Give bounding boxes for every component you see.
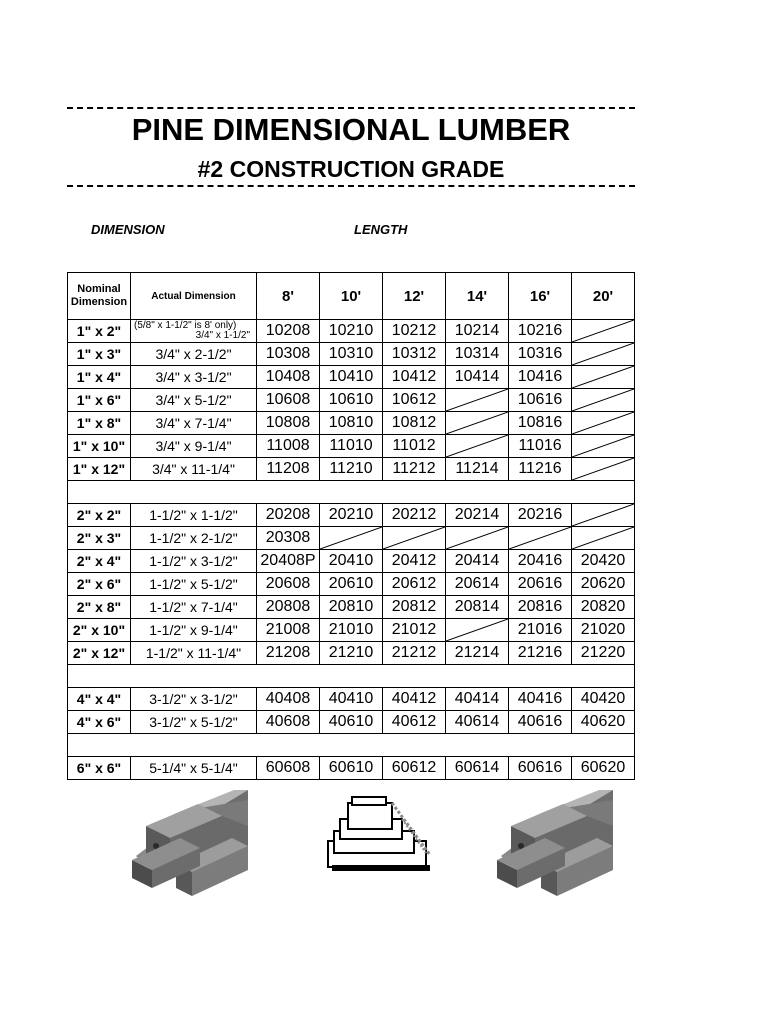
length-header-8: 8' xyxy=(257,273,320,320)
unavailable-cell xyxy=(572,366,635,389)
item-code-cell: 60608 xyxy=(257,757,320,780)
actual-dimension-cell: 1-1/2" x 3-1/2" xyxy=(131,550,257,573)
item-code-cell: 11016 xyxy=(509,435,572,458)
item-code-cell: 40420 xyxy=(572,688,635,711)
item-code-cell: 60616 xyxy=(509,757,572,780)
top-dashed-rule xyxy=(67,107,635,109)
item-code-cell: 20610 xyxy=(320,573,383,596)
item-code-cell: 40614 xyxy=(446,711,509,734)
item-code-cell: 60620 xyxy=(572,757,635,780)
item-code-cell: 21214 xyxy=(446,642,509,665)
item-code-cell: 20814 xyxy=(446,596,509,619)
item-code-cell: 10408 xyxy=(257,366,320,389)
item-code-cell: 40616 xyxy=(509,711,572,734)
length-header-16: 16' xyxy=(509,273,572,320)
item-code-cell: 10414 xyxy=(446,366,509,389)
item-code-cell: 10608 xyxy=(257,389,320,412)
lumber-stack-icon xyxy=(495,790,615,896)
item-code-cell: 10314 xyxy=(446,343,509,366)
item-code-cell: 11212 xyxy=(383,458,446,481)
item-code-cell: 10610 xyxy=(320,389,383,412)
item-code-cell: 20812 xyxy=(383,596,446,619)
diagonal-slash-icon xyxy=(446,619,508,641)
page-subtitle: #2 CONSTRUCTION GRADE xyxy=(197,156,505,182)
spacer-cell xyxy=(68,665,635,688)
table-row xyxy=(68,435,635,458)
unavailable-cell xyxy=(446,412,509,435)
group-spacer-row xyxy=(68,734,635,757)
lumber-stack-icon xyxy=(130,790,250,896)
nominal-dimension-cell: 1" x 6" xyxy=(68,389,131,412)
actual-dimension-header: Actual Dimension xyxy=(131,273,257,320)
diagonal-slash-icon xyxy=(572,458,634,480)
actual-dimension-cell: 3/4" x 7-1/4" xyxy=(131,412,257,435)
item-code-cell: 21208 xyxy=(257,642,320,665)
item-code-cell: 10808 xyxy=(257,412,320,435)
length-header-20: 20' xyxy=(572,273,635,320)
item-code-cell: 10416 xyxy=(509,366,572,389)
item-code-cell: 20210 xyxy=(320,504,383,527)
table-row xyxy=(68,320,635,343)
nominal-dimension-cell: 4" x 6" xyxy=(68,711,131,734)
actual-dimension-cell: 3/4" x 11-1/4" xyxy=(131,458,257,481)
table-row xyxy=(68,389,635,412)
unavailable-cell xyxy=(446,389,509,412)
item-code-cell: 20216 xyxy=(509,504,572,527)
table-row xyxy=(68,366,635,389)
item-code-cell: 40414 xyxy=(446,688,509,711)
length-label: LENGTH xyxy=(354,222,408,237)
nominal-dimension-cell: 1" x 4" xyxy=(68,366,131,389)
spacer-cell xyxy=(68,481,635,504)
nominal-header-line2: Dimension xyxy=(70,296,128,308)
item-code-cell: 10810 xyxy=(320,412,383,435)
item-code-cell: 11012 xyxy=(383,435,446,458)
item-code-cell: 40408 xyxy=(257,688,320,711)
item-code-cell: 40416 xyxy=(509,688,572,711)
actual-dimension-cell: 1-1/2" x 7-1/4" xyxy=(131,596,257,619)
diagonal-slash-icon xyxy=(572,320,634,342)
table-row xyxy=(68,711,635,734)
group-spacer-row xyxy=(68,481,635,504)
diagonal-slash-icon xyxy=(446,412,508,434)
actual-dimension-cell: 1-1/2" x 1-1/2" xyxy=(131,504,257,527)
diagonal-slash-icon xyxy=(446,435,508,457)
actual-dimension-cell: 1-1/2" x 9-1/4" xyxy=(131,619,257,642)
nominal-dimension-cell: 2" x 12" xyxy=(68,642,131,665)
table-row xyxy=(68,527,635,550)
nominal-dimension-cell: 1" x 8" xyxy=(68,412,131,435)
nominal-dimension-header xyxy=(68,273,131,320)
item-code-cell: 40612 xyxy=(383,711,446,734)
length-header-10: 10' xyxy=(320,273,383,320)
unavailable-cell xyxy=(572,320,635,343)
dimension-label: DIMENSION xyxy=(91,222,165,237)
actual-dimension-cell: 5-1/4" x 5-1/4" xyxy=(131,757,257,780)
unavailable-cell xyxy=(509,527,572,550)
table-row xyxy=(68,412,635,435)
item-code-cell: 20308 xyxy=(257,527,320,550)
table-row xyxy=(68,458,635,481)
nominal-dimension-cell: 2" x 8" xyxy=(68,596,131,619)
boards-stack-icon xyxy=(322,795,434,873)
diagonal-slash-icon xyxy=(572,412,634,434)
item-code-cell: 20408P xyxy=(257,550,320,573)
item-code-cell: 10812 xyxy=(383,412,446,435)
item-code-cell: 20420 xyxy=(572,550,635,573)
item-code-cell: 10816 xyxy=(509,412,572,435)
diagonal-slash-icon xyxy=(509,527,571,549)
diagonal-slash-icon xyxy=(572,504,634,526)
table-row xyxy=(68,596,635,619)
item-code-cell: 20410 xyxy=(320,550,383,573)
item-code-cell: 40620 xyxy=(572,711,635,734)
actual-dimension-note: (5/8" x 1-1/2" is 8' only) xyxy=(134,320,237,331)
unavailable-cell xyxy=(572,412,635,435)
item-code-cell: 20808 xyxy=(257,596,320,619)
item-code-cell: 20412 xyxy=(383,550,446,573)
item-code-cell: 10308 xyxy=(257,343,320,366)
item-code-cell: 20620 xyxy=(572,573,635,596)
item-code-cell: 21216 xyxy=(509,642,572,665)
diagonal-slash-icon xyxy=(320,527,382,549)
item-code-cell: 20820 xyxy=(572,596,635,619)
unavailable-cell xyxy=(572,458,635,481)
item-code-cell: 20414 xyxy=(446,550,509,573)
diagonal-slash-icon xyxy=(572,527,634,549)
item-code-cell: 40610 xyxy=(320,711,383,734)
diagonal-slash-icon xyxy=(446,527,508,549)
table-header-row xyxy=(68,273,635,320)
nominal-dimension-cell: 2" x 10" xyxy=(68,619,131,642)
bottom-dashed-rule xyxy=(67,185,635,187)
item-code-cell: 21012 xyxy=(383,619,446,642)
actual-dimension-cell: 1-1/2" x 5-1/2" xyxy=(131,573,257,596)
item-code-cell: 20612 xyxy=(383,573,446,596)
item-code-cell: 10612 xyxy=(383,389,446,412)
item-code-cell: 10410 xyxy=(320,366,383,389)
table-row xyxy=(68,550,635,573)
item-code-cell: 20208 xyxy=(257,504,320,527)
unavailable-cell xyxy=(446,619,509,642)
nominal-dimension-cell: 2" x 3" xyxy=(68,527,131,550)
actual-dimension-cell: 3-1/2" x 5-1/2" xyxy=(131,711,257,734)
item-code-cell: 21010 xyxy=(320,619,383,642)
item-code-cell: 20416 xyxy=(509,550,572,573)
unavailable-cell xyxy=(572,504,635,527)
table-row xyxy=(68,573,635,596)
item-code-cell: 21212 xyxy=(383,642,446,665)
item-code-cell: 20810 xyxy=(320,596,383,619)
item-code-cell: 11214 xyxy=(446,458,509,481)
item-code-cell: 11216 xyxy=(509,458,572,481)
item-code-cell: 10208 xyxy=(257,320,320,343)
actual-dimension-cell: 3-1/2" x 3-1/2" xyxy=(131,688,257,711)
actual-dimension-cell: 3/4" x 5-1/2" xyxy=(131,389,257,412)
item-code-cell: 10216 xyxy=(509,320,572,343)
length-header-12: 12' xyxy=(383,273,446,320)
item-code-cell: 60614 xyxy=(446,757,509,780)
unavailable-cell xyxy=(572,389,635,412)
item-code-cell: 21020 xyxy=(572,619,635,642)
item-code-cell: 11008 xyxy=(257,435,320,458)
table-row xyxy=(68,642,635,665)
item-code-cell: 10616 xyxy=(509,389,572,412)
nominal-dimension-cell: 2" x 2" xyxy=(68,504,131,527)
diagonal-slash-icon xyxy=(572,435,634,457)
item-code-cell: 20614 xyxy=(446,573,509,596)
unavailable-cell xyxy=(572,343,635,366)
nominal-dimension-cell: 2" x 6" xyxy=(68,573,131,596)
nominal-dimension-cell: 1" x 12" xyxy=(68,458,131,481)
length-header-14: 14' xyxy=(446,273,509,320)
item-code-cell: 21008 xyxy=(257,619,320,642)
actual-dimension-cell: 3/4" x 3-1/2" xyxy=(131,366,257,389)
item-code-cell: 60610 xyxy=(320,757,383,780)
item-code-cell: 10212 xyxy=(383,320,446,343)
item-code-cell: 10412 xyxy=(383,366,446,389)
unavailable-cell xyxy=(572,435,635,458)
item-code-cell: 11208 xyxy=(257,458,320,481)
table-row xyxy=(68,757,635,780)
diagonal-slash-icon xyxy=(383,527,445,549)
unavailable-cell xyxy=(446,527,509,550)
item-code-cell: 10316 xyxy=(509,343,572,366)
item-code-cell: 40412 xyxy=(383,688,446,711)
item-code-cell: 21210 xyxy=(320,642,383,665)
item-code-cell: 10310 xyxy=(320,343,383,366)
item-code-cell: 21220 xyxy=(572,642,635,665)
page-title: PINE DIMENSIONAL LUMBER xyxy=(131,112,571,147)
nominal-dimension-cell: 1" x 10" xyxy=(68,435,131,458)
spacer-cell xyxy=(68,734,635,757)
nominal-dimension-cell: 2" x 4" xyxy=(68,550,131,573)
actual-dimension-cell: 3/4" x 9-1/4" xyxy=(131,435,257,458)
item-code-cell: 10312 xyxy=(383,343,446,366)
diagonal-slash-icon xyxy=(572,366,634,388)
diagonal-slash-icon xyxy=(572,343,634,365)
item-code-cell: 60612 xyxy=(383,757,446,780)
group-spacer-row xyxy=(68,665,635,688)
table-body xyxy=(68,320,635,780)
nominal-header-line1: Nominal xyxy=(77,283,121,295)
actual-dimension-cell: 3/4" x 2-1/2" xyxy=(131,343,257,366)
item-code-cell: 20616 xyxy=(509,573,572,596)
table-row xyxy=(68,688,635,711)
nominal-dimension-cell: 6" x 6" xyxy=(68,757,131,780)
unavailable-cell xyxy=(320,527,383,550)
lumber-table xyxy=(67,272,635,780)
table-row xyxy=(68,504,635,527)
actual-dimension-value: 3/4" x 1-1/2" xyxy=(195,330,250,341)
diagonal-slash-icon xyxy=(446,389,508,411)
item-code-cell: 20214 xyxy=(446,504,509,527)
actual-dimension-cell: 1-1/2" x 11-1/4" xyxy=(131,642,257,665)
unavailable-cell xyxy=(572,527,635,550)
nominal-dimension-cell: 4" x 4" xyxy=(68,688,131,711)
item-code-cell: 21016 xyxy=(509,619,572,642)
unavailable-cell xyxy=(446,435,509,458)
table-row xyxy=(68,619,635,642)
diagonal-slash-icon xyxy=(572,389,634,411)
nominal-dimension-cell: 1" x 2" xyxy=(68,320,131,343)
item-code-cell: 20212 xyxy=(383,504,446,527)
item-code-cell: 40608 xyxy=(257,711,320,734)
actual-dimension-cell: 1-1/2" x 2-1/2" xyxy=(131,527,257,550)
unavailable-cell xyxy=(383,527,446,550)
item-code-cell: 11210 xyxy=(320,458,383,481)
item-code-cell: 20816 xyxy=(509,596,572,619)
item-code-cell: 11010 xyxy=(320,435,383,458)
item-code-cell: 40410 xyxy=(320,688,383,711)
item-code-cell: 10210 xyxy=(320,320,383,343)
actual-dimension-cell xyxy=(131,320,257,343)
table-row xyxy=(68,343,635,366)
item-code-cell: 10214 xyxy=(446,320,509,343)
item-code-cell: 20608 xyxy=(257,573,320,596)
nominal-dimension-cell: 1" x 3" xyxy=(68,343,131,366)
